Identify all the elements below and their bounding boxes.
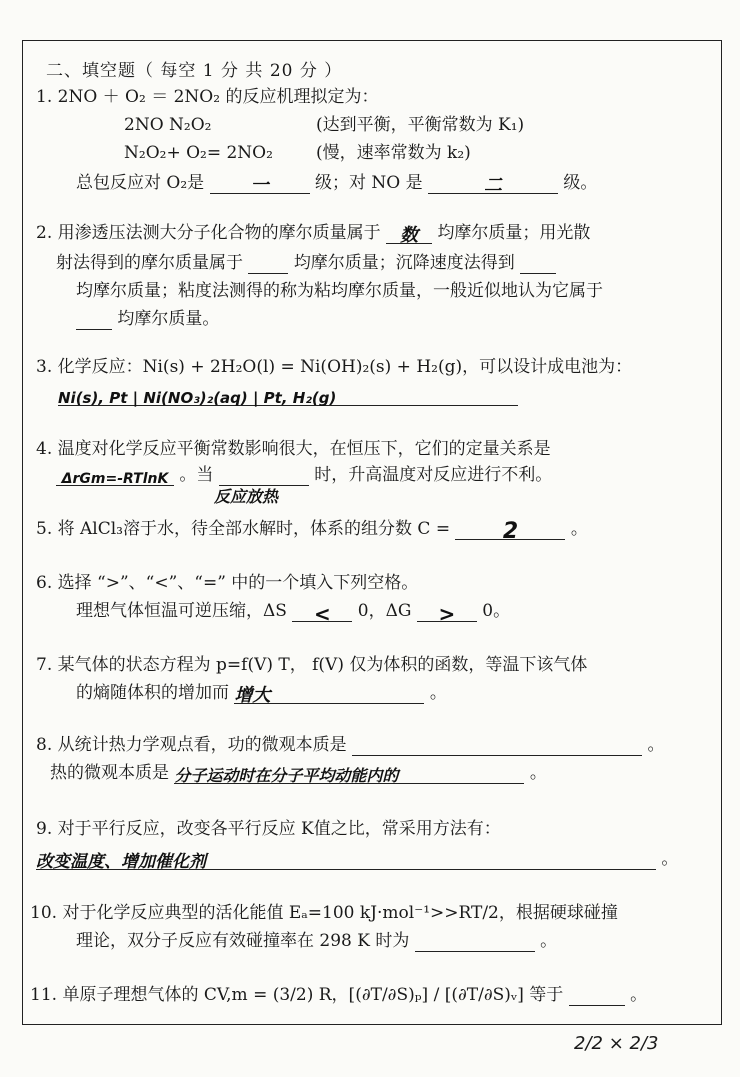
q10-line-1: 10. 对于化学反应典型的活化能值 Eₐ=100 kJ·mol⁻¹>>RT/2，根据硬球碰撞 — [30, 903, 618, 923]
q10-line-2 — [76, 930, 557, 952]
q2-text-1a: 2. 用渗透压法测大分子化合物的摩尔质量属于 — [36, 223, 381, 243]
q4-suffix: 时，升高温度对反应进行不利。 — [314, 465, 553, 485]
q8-text-1-end: 。 — [647, 735, 665, 755]
q6-answer-2: > — [438, 602, 456, 626]
section-title: 二、填空题（ 每空 1 分 共 20 分 ） — [46, 61, 343, 81]
q9-stem: 9. 对于平行反应，改变各平行反应 K值之比，常采用方法有： — [36, 819, 501, 839]
q9-answer-line — [36, 848, 678, 870]
q2-answer-1: 数 — [400, 225, 419, 246]
q7-answer: 增大 — [234, 685, 271, 706]
q9-blank[interactable] — [36, 851, 656, 870]
q1-mid: 级；对 NO 是 — [314, 173, 423, 193]
q8-blank-2[interactable] — [174, 765, 524, 784]
q11-suffix: 。 — [630, 985, 648, 1005]
q6-blank-1[interactable] — [292, 602, 352, 626]
q10-text-2: 理论，双分子反应有效碰撞率在 298 K 时为 — [76, 931, 410, 951]
q2-line-1 — [36, 222, 590, 244]
q11-stem: 11. 单原子理想气体的 CV,m = (3/2) R，[(∂T/∂S)ₚ] / [(∂T/∂S)ᵥ] 等于 — [30, 985, 564, 1005]
q2-text-1b: 均摩尔质量；用光散 — [437, 223, 591, 243]
q2-blank-4[interactable] — [76, 311, 112, 330]
q5-blank[interactable] — [455, 519, 565, 544]
q5-stem: 5. 将 AlCl₃溶于水，待全部水解时，体系的组分数 C = — [36, 519, 451, 539]
q6-blank-2[interactable] — [417, 602, 477, 626]
q8-blank-1[interactable] — [352, 737, 642, 756]
q1-blank-2[interactable] — [428, 175, 558, 194]
q2-blank-2[interactable] — [248, 255, 288, 274]
q1-step2: N₂O₂+ O₂= 2NO₂ — [124, 143, 273, 163]
q9-answer: 改变温度、增加催化剂 — [36, 852, 206, 872]
q7-text-a: 的熵随体积的增加而 — [76, 683, 229, 703]
q9-suffix: 。 — [661, 849, 679, 869]
q4-blank-1[interactable] — [56, 467, 174, 486]
q8-line-2 — [50, 762, 547, 784]
q1-stem: 1. 2NO ＋ O₂ ＝ 2NO₂ 的反应机理拟定为： — [36, 87, 379, 107]
q5-answer: 2 — [502, 519, 519, 544]
q8-text-1: 8. 从统计热力学观点看，功的微观本质是 — [36, 735, 347, 755]
q6-text-c: 0。 — [482, 601, 511, 621]
q4-answer-line — [56, 464, 552, 486]
q11-blank[interactable] — [569, 987, 625, 1006]
q3-answer-line — [58, 384, 518, 406]
q2-line-3: 均摩尔质量；粘度法测得的称为粘均摩尔质量，一般近似地认为它属于 — [76, 281, 603, 301]
q1-answer-line — [76, 172, 597, 194]
q10-blank[interactable] — [415, 933, 535, 952]
q5-line — [36, 518, 588, 544]
q2-line-4 — [76, 308, 219, 330]
q2-text-4: 均摩尔质量。 — [117, 309, 220, 329]
q8-answer: 分子运动时在分子平均动能内的 — [174, 766, 399, 785]
q6-answer-1: < — [313, 602, 331, 626]
q4-stem: 4. 温度对化学反应平衡常数影响很大，在恒压下，它们的定量关系是 — [36, 439, 551, 459]
q2-blank-1[interactable] — [386, 225, 432, 244]
q2-text-2b: 均摩尔质量；沉降速度法得到 — [293, 253, 515, 273]
q3-answer: Ni(s), Pt | Ni(NO₃)₂(aq) | Pt, H₂(g) — [58, 389, 337, 407]
q4-blank-2[interactable] — [219, 467, 309, 486]
q6-answer-line — [76, 600, 511, 626]
q3-stem: 3. 化学反应：Ni(s) + 2H₂O(l) = Ni(OH)₂(s) + H₂(g)，可以设计成电池为： — [36, 357, 633, 377]
q7-suffix: 。 — [429, 683, 447, 703]
q3-blank[interactable] — [58, 387, 518, 406]
q8-text-2: 热的微观本质是 — [50, 763, 169, 783]
q6-text-b: 0，ΔG — [357, 601, 412, 621]
q2-blank-3[interactable] — [520, 255, 556, 274]
q6-stem: 6. 选择 “>”、“<”、“=” 中的一个填入下列空格。 — [36, 573, 419, 593]
q8-suffix: 。 — [529, 763, 547, 783]
q1-answer-2: 二 — [484, 175, 502, 196]
q7-stem: 7. 某气体的状态方程为 p=f(V) T， f(V) 仅为体积的函数，等温下该气体 — [36, 655, 588, 675]
q1-blank-1[interactable] — [210, 175, 310, 194]
q5-suffix: 。 — [570, 519, 588, 539]
q4-answer-1: ΔrGm=-RTlnK — [61, 471, 169, 487]
q1-answer-1: 一 — [250, 175, 269, 196]
q1-suffix: 级。 — [563, 173, 598, 193]
q1-prefix: 总包反应对 O₂是 — [76, 173, 205, 193]
q1-step2-note: (慢，速率常数为 k₂) — [316, 143, 471, 163]
q2-text-2a: 射法得到的摩尔质量属于 — [56, 253, 243, 273]
q11-line — [30, 984, 647, 1006]
q7-answer-line — [76, 682, 447, 704]
q1-step1: 2NO N₂O₂ — [124, 115, 212, 135]
q10-suffix: 。 — [540, 931, 558, 951]
q4-mid: 。当 — [179, 465, 214, 485]
handwritten-score-note: 2/2 × 2/3 — [574, 1033, 659, 1054]
q8-line-1 — [36, 734, 664, 756]
q4-answer-2: 反应放热 — [214, 487, 279, 506]
q6-text-a: 理想气体恒温可逆压缩，ΔS — [76, 601, 287, 621]
q1-step1-note: (达到平衡，平衡常数为 K₁) — [316, 115, 525, 135]
q2-line-2 — [56, 252, 556, 274]
q7-blank[interactable] — [234, 685, 424, 704]
